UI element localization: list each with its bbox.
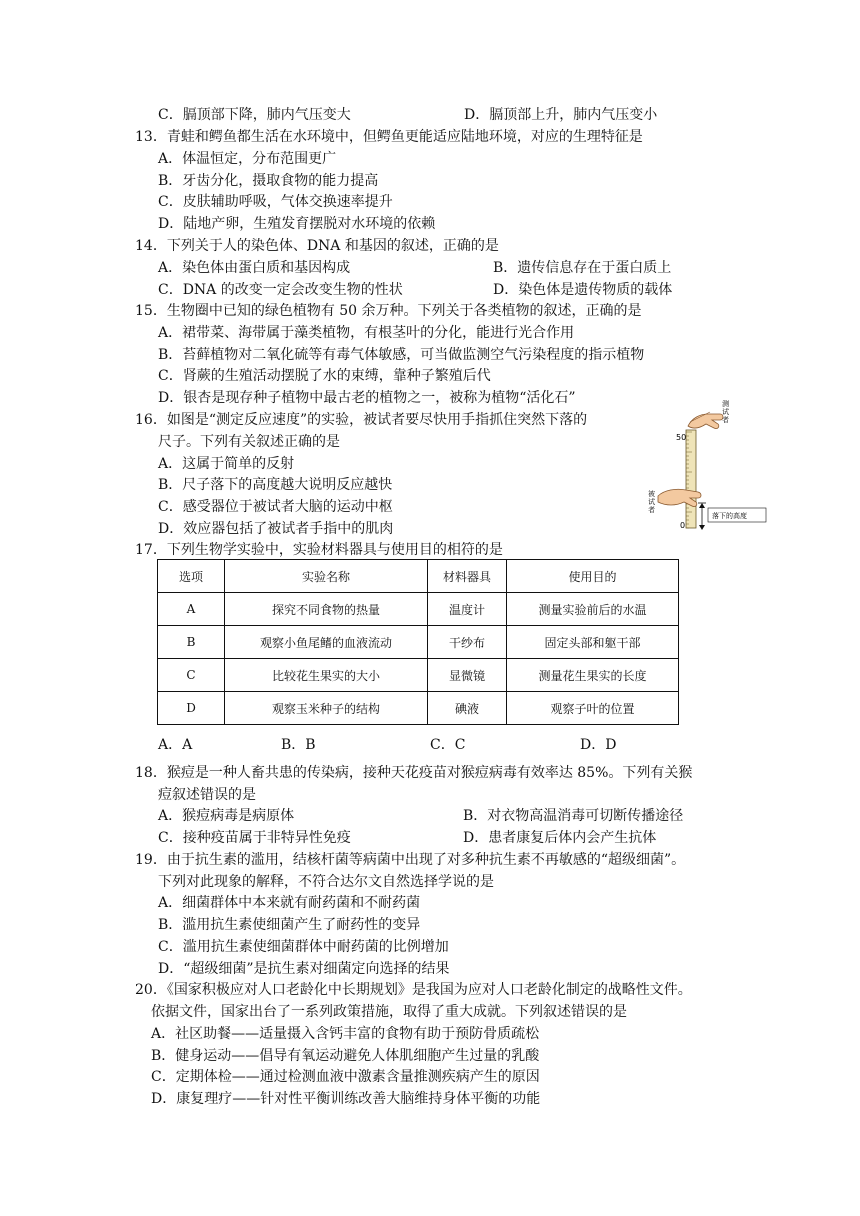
q18-option-d: D．患者康复后体内会产生抗体 xyxy=(463,830,657,846)
q17-option-b: B．B xyxy=(281,737,316,753)
table-header: 选项 xyxy=(158,560,225,593)
table-row xyxy=(158,626,679,659)
q15-option-c: C．肾蕨的生殖活动摆脱了水的束缚，靠种子繁殖后代 xyxy=(158,368,491,384)
table-cell: 固定头部和躯干部 xyxy=(507,626,679,659)
q14-option-d: D．染色体是遗传物质的载体 xyxy=(493,282,673,298)
q15-option-a: A．裙带菜、海带属于藻类植物，有根茎叶的分化，能进行光合作用 xyxy=(158,325,575,341)
q15-option-d: D．银杏是现存种子植物中最古老的植物之一，被称为植物“活化石” xyxy=(158,390,576,406)
q14-stem: 14．下列关于人的染色体、DNA 和基因的叙述，正确的是 xyxy=(135,238,499,254)
q18-stem-line1: 18．猴痘是一种人畜共患的传染病，接种天花疫苗对猴痘病毒有效率达 85%。下列有关猴 xyxy=(135,765,693,781)
q16-stem-line2: 尺子。下列有关叙述正确的是 xyxy=(158,434,340,450)
q13-option-d: D．陆地产卵，生殖发育摆脱对水环境的依赖 xyxy=(158,216,436,232)
table-cell: 探究不同食物的热量 xyxy=(225,593,428,626)
arrow-down-icon xyxy=(699,525,705,530)
ruler xyxy=(686,430,696,528)
q15-option-b: B．苔藓植物对二氧化硫等有毒气体敏感，可当做监测空气污染程度的指示植物 xyxy=(158,347,645,363)
q17-table xyxy=(157,559,679,725)
q18-option-c: C．接种疫苗属于非特异性免疫 xyxy=(158,830,351,846)
subject-label: 被试者 xyxy=(648,490,655,514)
table-cell: 干纱布 xyxy=(428,626,507,659)
q19-stem-line2: 下列对此现象的解释，不符合达尔文自然选择学说的是 xyxy=(158,874,494,890)
q20-stem-line1: 20．《国家积极应对人口老龄化中长期规划》是我国为应对人口老龄化制定的战略性文件。 xyxy=(135,982,692,998)
q14-option-b: B．遗传信息存在于蛋白质上 xyxy=(493,260,672,276)
tester-hand-icon xyxy=(688,412,723,429)
q14-option-c: C．DNA 的改变一定会改变生物的性状 xyxy=(158,282,403,298)
q16-stem-line1: 16．如图是“测定反应速度”的实验，被试者要尽快用手指抓住突然下落的 xyxy=(135,412,588,428)
reaction-time-figure xyxy=(640,392,800,532)
table-cell: 观察玉米种子的结构 xyxy=(225,692,428,725)
q13-option-b: B．牙齿分化，摄取食物的能力提高 xyxy=(158,173,379,189)
q20-stem-line2: 依据文件，国家出台了一系列政策措施，取得了重大成就。下列叙述错误的是 xyxy=(151,1004,627,1020)
q20-option-c: C．定期体检——通过检测血液中激素含量推测疾病产生的原因 xyxy=(151,1069,540,1085)
q18-option-a: A．猴痘病毒是病原体 xyxy=(158,808,295,824)
q20-option-b: B．健身运动——倡导有氧运动避免人体肌细胞产生过量的乳酸 xyxy=(151,1048,540,1064)
table-cell: 显微镜 xyxy=(428,659,507,692)
q19-option-a: A．细菌群体中本来就有耐药菌和不耐药菌 xyxy=(158,895,421,911)
q16-option-a: A．这属于简单的反射 xyxy=(158,456,295,472)
q14-option-a: A．染色体由蛋白质和基因构成 xyxy=(158,260,351,276)
q12-option-d: D．膈顶部上升，肺内气压变小 xyxy=(464,107,658,123)
table-cell: A xyxy=(158,593,225,626)
q17-stem: 17．下列生物学实验中，实验材料器具与使用目的相符的是 xyxy=(135,542,503,558)
q19-option-d: D．“超级细菌”是抗生素对细菌定向选择的结果 xyxy=(158,961,450,977)
q19-option-c: C．滥用抗生素使细菌群体中耐药菌的比例增加 xyxy=(158,939,449,955)
table-cell: 比较花生果实的大小 xyxy=(225,659,428,692)
drop-height-label: 落下的高度 xyxy=(712,512,747,520)
table-header: 实验名称 xyxy=(225,560,428,593)
q18-stem-line2: 痘叙述错误的是 xyxy=(158,787,256,803)
table-cell: C xyxy=(158,659,225,692)
table-row xyxy=(158,659,679,692)
table-cell: B xyxy=(158,626,225,659)
table-header-row xyxy=(158,560,679,593)
ruler-mark-0: 0 xyxy=(680,521,686,530)
table-header: 使用目的 xyxy=(507,560,679,593)
q19-option-b: B．滥用抗生素使细菌产生了耐药性的变异 xyxy=(158,917,421,933)
q18-option-b: B．对衣物高温消毒可切断传播途径 xyxy=(463,808,684,824)
q16-option-b: B．尺子落下的高度越大说明反应越快 xyxy=(158,477,393,493)
q16-option-c: C．感受器位于被试者大脑的运动中枢 xyxy=(158,499,393,515)
q17-option-d: D．D xyxy=(580,737,617,753)
q13-stem: 13．青蛙和鳄鱼都生活在水环境中，但鳄鱼更能适应陆地环境，对应的生理特征是 xyxy=(135,129,643,145)
table-cell: 观察小鱼尾鳍的血液流动 xyxy=(225,626,428,659)
table-cell: 温度计 xyxy=(428,593,507,626)
ruler-mark-50: 50 xyxy=(676,433,687,442)
tester-label: 测试者 xyxy=(722,400,729,424)
table-row xyxy=(158,593,679,626)
table-cell: 测量实验前后的水温 xyxy=(507,593,679,626)
table-header: 材料器具 xyxy=(428,560,507,593)
table-row xyxy=(158,692,679,725)
q15-stem: 15．生物圈中已知的绿色植物有 50 余万种。下列关于各类植物的叙述，正确的是 xyxy=(135,303,642,319)
subject-hand-icon xyxy=(658,489,701,506)
q20-option-a: A．社区助餐——适量摄入含钙丰富的食物有助于预防骨质疏松 xyxy=(151,1026,540,1042)
q19-stem-line1: 19．由于抗生素的滥用，结核杆菌等病菌中出现了对多种抗生素不再敏感的“超级细菌”。 xyxy=(135,852,686,868)
q20-option-d: D．康复理疗——针对性平衡训练改善大脑维持身体平衡的功能 xyxy=(151,1091,541,1107)
table-cell: 碘液 xyxy=(428,692,507,725)
q13-option-c: C．皮肤辅助呼吸，气体交换速率提升 xyxy=(158,194,393,210)
q17-option-a: A．A xyxy=(158,737,193,753)
q17-option-c: C．C xyxy=(430,737,466,753)
q12-option-c: C．膈顶部下降，肺内气压变大 xyxy=(158,107,351,123)
table-cell: 观察子叶的位置 xyxy=(507,692,679,725)
table-cell: 测量花生果实的长度 xyxy=(507,659,679,692)
arrow-up-icon xyxy=(699,503,705,508)
q13-option-a: A．体温恒定，分布范围更广 xyxy=(158,151,337,167)
table-cell: D xyxy=(158,692,225,725)
q16-option-d: D．效应器包括了被试者手指中的肌肉 xyxy=(158,521,394,537)
